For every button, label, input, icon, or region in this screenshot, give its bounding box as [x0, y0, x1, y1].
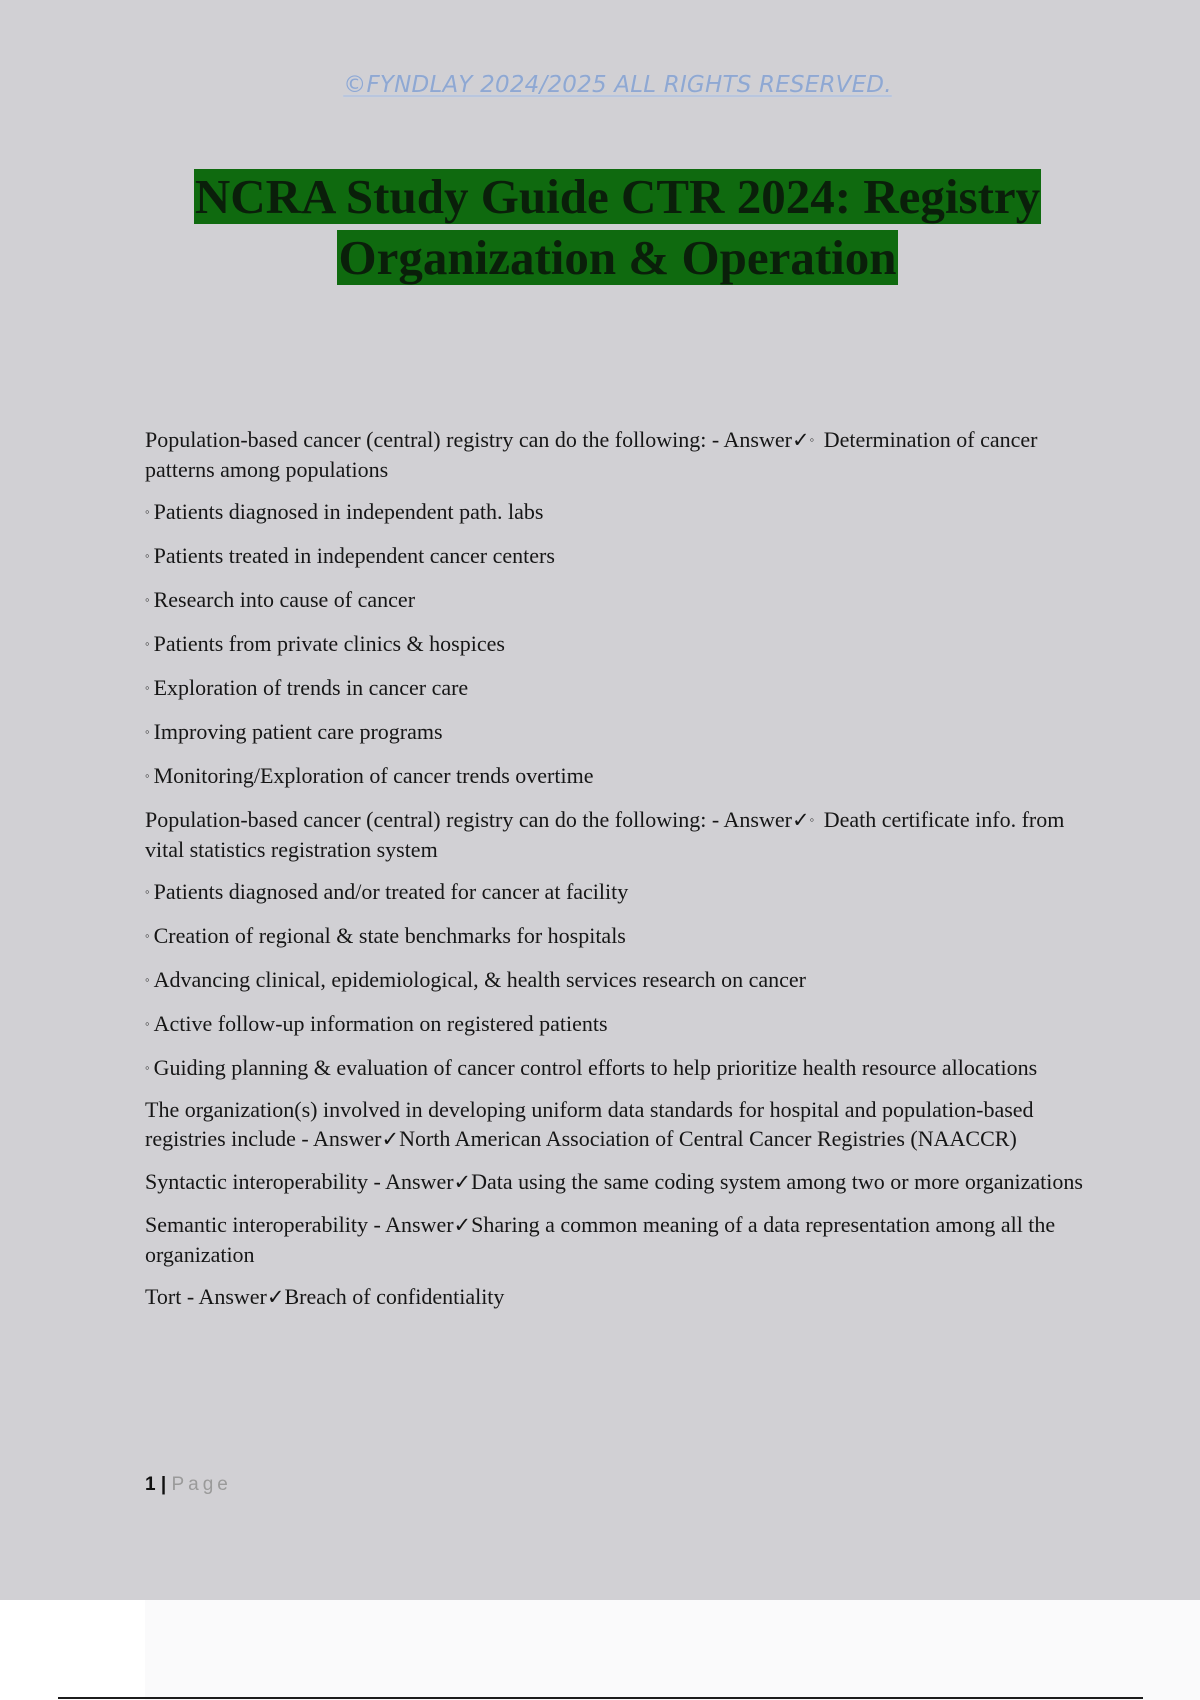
answer-label: Answer [313, 1126, 382, 1151]
list-item-text: Active follow-up information on registered patients [153, 1011, 608, 1036]
question-paragraph [145, 1210, 1090, 1269]
question-text: Tort - [145, 1284, 199, 1309]
list-item [145, 965, 1090, 994]
question-text: Population-based cancer (central) registry can do the following: - [145, 427, 724, 452]
bullet-icon: ◦ [145, 504, 150, 519]
bullet-icon: ◦ [145, 680, 150, 695]
list-item-text: Advancing clinical, epidemiological, & health services research on cancer [153, 967, 806, 992]
answer-label: Answer [723, 807, 792, 832]
answer-text: Death certificate info. from vital statistics registration system [145, 807, 1065, 862]
bullet-icon: ◦ [145, 768, 150, 783]
check-icon: ✓ [453, 1170, 472, 1194]
answer-label: Answer [385, 1169, 454, 1194]
bullet-icon: ◦ [145, 724, 150, 739]
copyright-header: ©FYNDLAY 2024/2025 ALL RIGHTS RESERVED. [343, 72, 892, 98]
list-item [145, 1053, 1090, 1082]
list-item [145, 497, 1090, 526]
page-label: Page [171, 1474, 232, 1495]
list-item [145, 877, 1090, 906]
list-item [145, 717, 1090, 746]
page-title [0, 166, 1200, 288]
list-item [145, 921, 1090, 950]
question-text: Population-based cancer (central) registry can do the following: - [145, 807, 724, 832]
list-item-text: Monitoring/Exploration of cancer trends overtime [153, 763, 594, 788]
list-item [145, 761, 1090, 790]
list-item [145, 541, 1090, 570]
check-icon: ✓ [791, 808, 810, 832]
question-text: The organization(s) involved in developing uniform data standards for hospital and population-based registries include - [145, 1097, 1034, 1151]
question-paragraph [145, 425, 1090, 484]
answer-label: Answer [198, 1284, 267, 1309]
question-paragraph [145, 1282, 1090, 1312]
page-footer [145, 1474, 232, 1496]
answer-label: Answer [385, 1212, 454, 1237]
bullet-icon: ◦ [145, 928, 150, 943]
check-icon: ✓ [791, 428, 810, 452]
bullet-icon: ◦ [145, 1060, 150, 1075]
list-item-text: Creation of regional & state benchmarks for hospitals [153, 923, 626, 948]
check-icon: ✓ [381, 1127, 400, 1151]
list-item-text: Guiding planning & evaluation of cancer control efforts to help prioritize health resource allocations [153, 1055, 1038, 1080]
bullet-icon: ◦ [145, 548, 150, 563]
question-text: Semantic interoperability - [145, 1212, 386, 1237]
bullet-icon: ◦ [145, 592, 150, 607]
check-icon: ✓ [453, 1213, 472, 1237]
question-paragraph [145, 1167, 1090, 1197]
list-item-text: Improving patient care programs [153, 719, 443, 744]
answer-label: Answer [723, 427, 792, 452]
bullet-icon: ◦ [809, 812, 815, 827]
answer-text: Determination of cancer patterns among populations [145, 427, 1038, 482]
list-item-text: Exploration of trends in cancer care [153, 675, 469, 700]
answer-text: Sharing a common meaning of a data representation among all the organization [145, 1212, 1056, 1267]
list-item [145, 629, 1090, 658]
list-item-text: Patients diagnosed and/or treated for cancer at facility [153, 879, 629, 904]
list-item [145, 585, 1090, 614]
list-item-text: Patients diagnosed in independent path. labs [153, 499, 544, 524]
answer-text: Data using the same coding system among two or more organizations [471, 1169, 1083, 1194]
question-text: Syntactic interoperability - [145, 1169, 386, 1194]
question-paragraph [145, 1095, 1090, 1154]
list-item-text: Patients from private clinics & hospices [153, 631, 505, 656]
list-item-text: Research into cause of cancer [153, 587, 416, 612]
question-paragraph [145, 805, 1090, 864]
list-item [145, 673, 1090, 702]
page-number: 1 [145, 1474, 156, 1495]
footer-separator: | [160, 1474, 167, 1495]
bullet-icon: ◦ [145, 636, 150, 651]
check-icon: ✓ [266, 1285, 285, 1309]
list-item-text: Patients treated in independent cancer centers [153, 543, 555, 568]
title-line-1: NCRA Study Guide CTR 2024: Registry [194, 169, 1041, 224]
answer-text: Breach of confidentiality [284, 1284, 505, 1309]
bottom-divider [58, 1697, 1143, 1699]
bullet-icon: ◦ [145, 884, 150, 899]
bullet-icon: ◦ [809, 432, 815, 447]
bullet-icon: ◦ [145, 1016, 150, 1031]
bullet-icon: ◦ [145, 972, 150, 987]
next-page-shade [145, 1600, 1200, 1700]
study-guide-content [145, 425, 1090, 1325]
list-item [145, 1009, 1090, 1038]
answer-text: North American Association of Central Cancer Registries (NAACCR) [399, 1126, 1017, 1151]
title-line-2: Organization & Operation [338, 230, 897, 285]
